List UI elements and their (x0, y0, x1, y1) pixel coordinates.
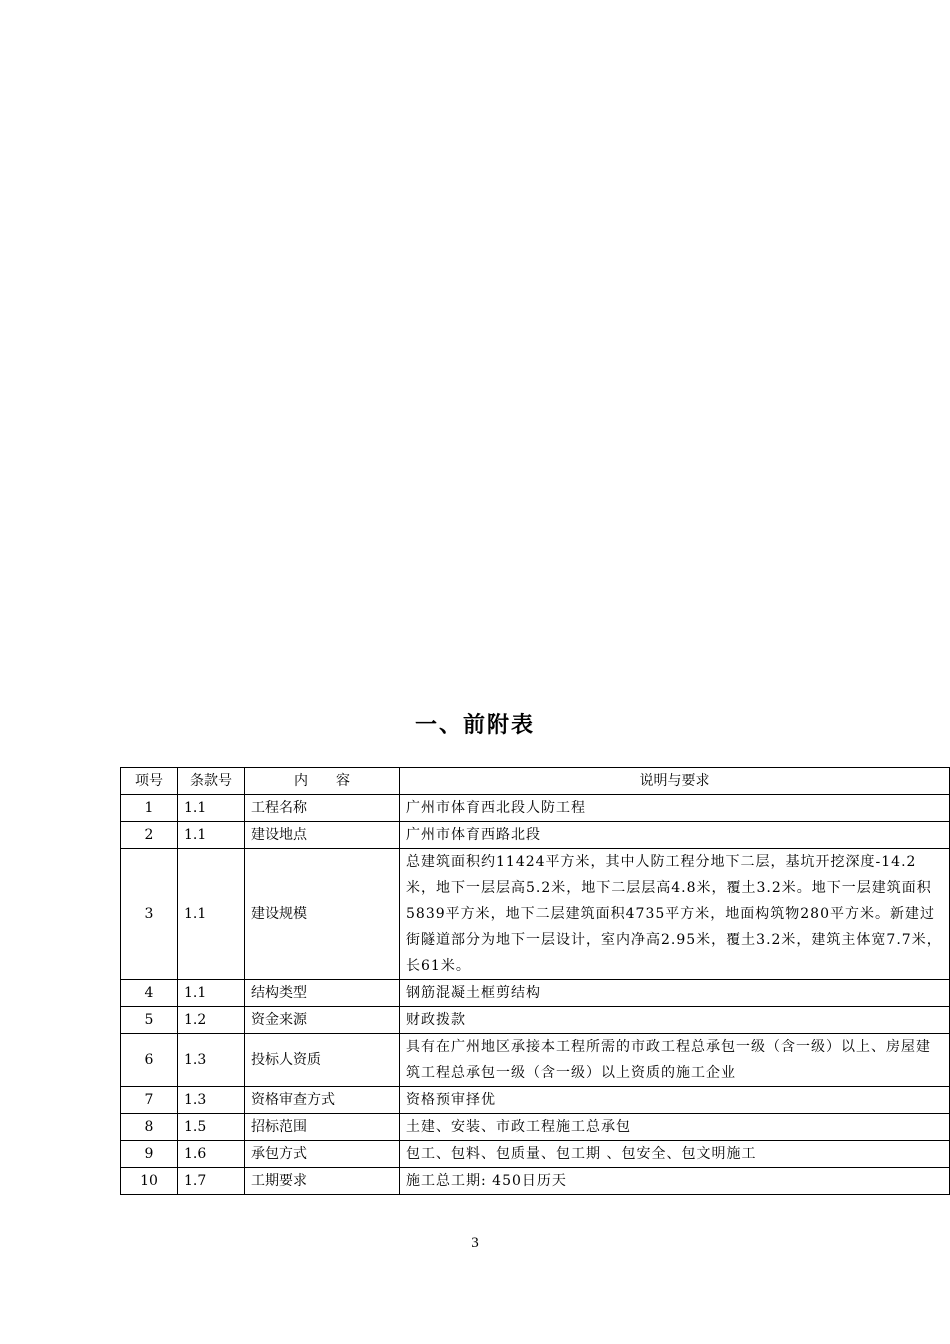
row-no: 5 (121, 1007, 178, 1034)
row-clause: 1.5 (178, 1114, 245, 1141)
row-desc: 资格预审择优 (400, 1087, 950, 1114)
page-number: 3 (471, 1235, 479, 1251)
row-no: 7 (121, 1087, 178, 1114)
header-clause-no: 条款号 (178, 768, 245, 795)
table-row (121, 980, 950, 1007)
row-no: 4 (121, 980, 178, 1007)
row-desc: 施工总工期: 450日历天 (400, 1168, 950, 1195)
row-clause: 1.2 (178, 1007, 245, 1034)
row-desc: 广州市体育西北段人防工程 (400, 795, 950, 822)
row-item: 工程名称 (245, 795, 400, 822)
table-row (121, 1168, 950, 1195)
table-row (121, 1114, 950, 1141)
row-no: 3 (121, 849, 178, 980)
table-header-row (121, 768, 950, 795)
row-no: 10 (121, 1168, 178, 1195)
row-item: 投标人资质 (245, 1034, 400, 1087)
row-item: 建设地点 (245, 822, 400, 849)
row-no: 9 (121, 1141, 178, 1168)
row-desc: 财政拨款 (400, 1007, 950, 1034)
row-item: 招标范围 (245, 1114, 400, 1141)
preface-table (120, 767, 950, 1195)
header-item-no: 项号 (121, 768, 178, 795)
table-row (121, 822, 950, 849)
document-title: 一、前附表 (414, 713, 535, 738)
table-row (121, 1007, 950, 1034)
row-desc: 广州市体育西路北段 (400, 822, 950, 849)
row-no: 1 (121, 795, 178, 822)
row-desc: 具有在广州地区承接本工程所需的市政工程总承包一级（含一级）以上、房屋建筑工程总承包一级（含一级）以上资质的施工企业 (400, 1034, 950, 1087)
row-item: 结构类型 (245, 980, 400, 1007)
row-desc: 总建筑面积约11424平方米，其中人防工程分地下二层，基坑开挖深度-14.2米，地下一层层高5.2米，地下二层层高4.8米，覆土3.2米。地下一层建筑面积5839平方米，地下二层建筑面积4735平方米，地面构筑物280平方米。新建过街隧道部分为地下一层设计，室内净高2.95米，覆土3.2米，建筑主体宽7.7米，长61米。 (400, 849, 950, 980)
row-clause: 1.1 (178, 980, 245, 1007)
row-item: 资格审查方式 (245, 1087, 400, 1114)
row-desc: 土建、安装、市政工程施工总承包 (400, 1114, 950, 1141)
row-clause: 1.7 (178, 1168, 245, 1195)
table-row (121, 1141, 950, 1168)
table-row (121, 1087, 950, 1114)
header-description: 说明与要求 (400, 768, 950, 795)
row-item: 工期要求 (245, 1168, 400, 1195)
row-clause: 1.6 (178, 1141, 245, 1168)
header-content: 内 容 (245, 768, 400, 795)
table-row (121, 849, 950, 980)
row-no: 8 (121, 1114, 178, 1141)
row-clause: 1.3 (178, 1087, 245, 1114)
row-clause: 1.1 (178, 849, 245, 980)
row-item: 建设规模 (245, 849, 400, 980)
row-item: 承包方式 (245, 1141, 400, 1168)
row-item: 资金来源 (245, 1007, 400, 1034)
row-no: 2 (121, 822, 178, 849)
row-clause: 1.3 (178, 1034, 245, 1087)
row-clause: 1.1 (178, 822, 245, 849)
row-no: 6 (121, 1034, 178, 1087)
row-desc: 钢筋混凝土框剪结构 (400, 980, 950, 1007)
table-row (121, 795, 950, 822)
row-desc: 包工、包料、包质量、包工期 、包安全、包文明施工 (400, 1141, 950, 1168)
row-clause: 1.1 (178, 795, 245, 822)
table-row (121, 1034, 950, 1087)
